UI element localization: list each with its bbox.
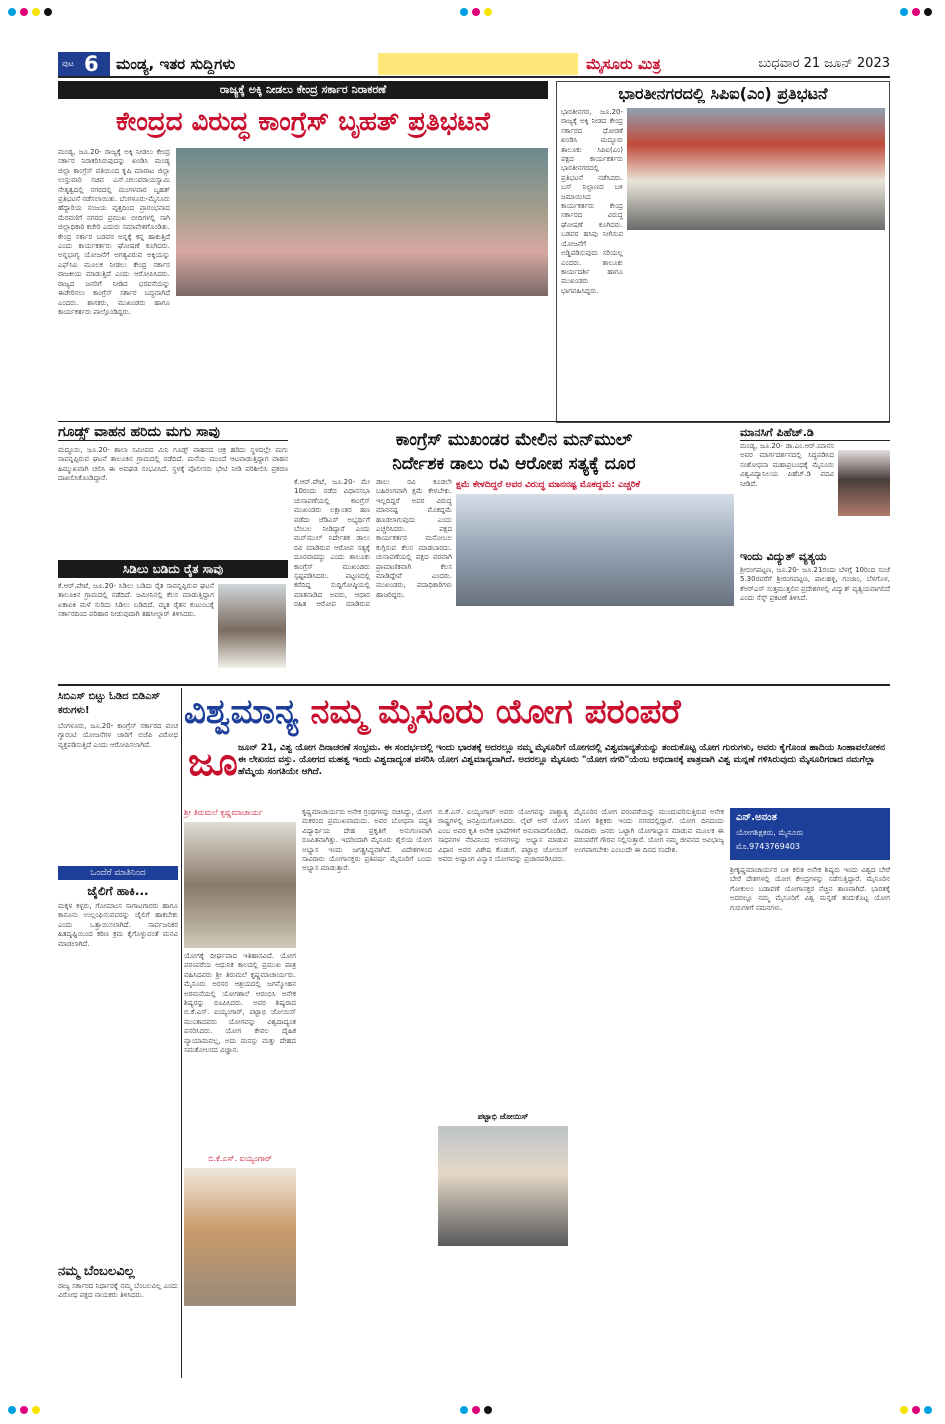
yoga-col1-cont (184, 1310, 296, 1374)
left-section2-body: ಮಕ್ಕಳ ಕಳ್ಳರು, ಗೋಮಾಂಸ ಸಾಗಾಟಗಾರರು ಹಾಗೂ ಕಾನೂನು ಉಲ್ಲಂಘಿಸುವವರನ್ನು ಜೈಲಿಗೆ ಹಾಕಬೇಕು ಎಂದು ಒತ್ತಾಯಿಸಲಾಗಿದೆ. ಸಾರ್ವಜನಿಕರ ಹಿತದೃಷ್ಟಿಯಿಂದ ಕಠಿಣ ಕ್ರಮ ಕೈಗೊಳ್ಳುವಂತೆ ಮನವಿ ಮಾಡಲಾಗಿದೆ. (58, 902, 181, 948)
cpim-photo (627, 108, 885, 230)
left-section2-label: ಒಂದೆರೆ ಮಾತಿನಿಂದ (58, 866, 178, 880)
section-name: ಮಂಡ್ಯ, ಇತರ ಸುದ್ದಿಗಳು (116, 55, 236, 73)
cpim-body-cont (561, 252, 885, 418)
lightning-body: ಕೆ.ಆರ್.ಪೇಟೆ, ಜೂ.20- ಸಿಡಿಲು ಬಡಿದು ರೈತ ಸಾವನ್ನಪ್ಪಿರುವ ಘಟನೆ ತಾಲೂಕಿನ ಗ್ರಾಮದಲ್ಲಿ ನಡೆದಿದೆ. ಜಮೀನಿನಲ್ಲಿ ಕೆಲಸ ಮಾಡುತ್ತಿದ್ದಾಗ ಏಕಾಏಕಿ ಮಳೆ ಸುರಿದು ಸಿಡಿಲು ಬಡಿದಿದೆ. ಮೃತ ರೈತನ ಕುಟುಂಬಕ್ಕೆ ಸರ್ಕಾರದಿಂದ ಪರಿಹಾರ ನೀಡುವುದಾಗಿ ತಹಸೀಲ್ದಾರ್ ತಿಳಿಸಿದರು. (58, 582, 217, 619)
lightning-headline: ಸಿಡಿಲು ಬಡಿದು ರೈತ ಸಾವು (58, 560, 288, 578)
jois-photo (438, 1126, 568, 1246)
yoga-headline-a: ವಿಶ್ವಮಾನ್ಯ (184, 692, 299, 732)
yoga-headline-c: ಮೈಸೂರು ಯೋಗ ಪರಂಪರೆ (378, 692, 681, 732)
lead-body-cont (176, 300, 548, 428)
divider-top (58, 421, 890, 422)
yoga-col4: ಮೈಸೂರಿನ ಯೋಗ ಪರಂಪರೆಯನ್ನು ಮುಂದುವರಿಸುತ್ತಿರುವ ಅನೇಕ ಯೋಗ ಶಿಕ್ಷಕರು ಇಂದು ನಗರದಲ್ಲಿದ್ದಾರೆ. ಯೋಗ ದಿನದಂದು ಸಾವಿರಾರು ಜನರು ಒಟ್ಟಾಗಿ ಯೋಗಾಭ್ಯಾಸ ಮಾಡುವ ಮೂಲಕ ಈ ಪರಂಪರೆಗೆ ಗೌರವ ಸಲ್ಲಿಸುತ್ತಾರೆ. ಯೋಗ ನಮ್ಮ ಜೀವನದ ಅವಿಭಾಜ್ಯ ಅಂಗವಾಗಬೇಕು ಎಂಬುದೇ ಈ ದಿನದ ಸಂದೇಶ. (574, 808, 727, 854)
lead-kicker: ರಾಜ್ಯಕ್ಕೆ ಅಕ್ಕಿ ನೀಡಲು ಕೇಂದ್ರ ಸರ್ಕಾರ ನಿರಾಕರಣೆ (58, 81, 548, 99)
power-headline: ಇಂದು ವಿದ್ಯುತ್ ವ್ಯತ್ಯಯ (740, 550, 827, 563)
krishnamacharya-photo (184, 822, 296, 948)
author-phone: ಮೊ.9743769403 (736, 842, 801, 851)
yoga-caption-mid: ಪಟ್ಟಾಭಿ ಜೋಯಿಸ್ (477, 1112, 529, 1121)
lightning-portrait (218, 584, 286, 668)
divider-left-col (181, 688, 182, 1378)
yoga-col3-cont (438, 1250, 568, 1374)
obit-headline: ಮಾನಸಿಗೆ ಪಿಹೆಚ್.ಡಿ (740, 426, 890, 441)
lead-headline: ಕೇಂದ್ರದ ವಿರುದ್ಧ ಕಾಂಗ್ರೆಸ್ ಬೃಹತ್ ಪ್ರತಿಭಟನೆ (116, 107, 490, 137)
iyengar-photo (184, 1168, 296, 1306)
ravi-subhead: ಕ್ಷಮೆ ಕೇಳದಿದ್ದರೆ ಅವರ ವಿರುದ್ಧ ಮಾನನಷ್ಟ ಮೊಕದ್ದಮೆ: ಎಚ್ಚರಿಕೆ (456, 480, 641, 490)
power-body: ಶ್ರೀರಂಗಪಟ್ಟಣ, ಜೂ.20- ಜೂ.21ರಂದು ಬೆಳಗ್ಗೆ 10ರಿಂದ ಸಂಜೆ 5.30ರವರೆಗೆ ಶ್ರೀರಂಗಪಟ್ಟಣ, ಪಾಲಹಳ್ಳಿ, ಗಂಜಾಂ, ಬೆಳಗೊಳ, ಕೆಆರ್‌ಎಸ್ ಸುತ್ತಮುತ್ತಲಿನ ಪ್ರದೇಶಗಳಲ್ಲಿ ವಿದ್ಯುತ್ ವ್ಯತ್ಯಯವಾಗಲಿದೆ ಎಂದು ಸೆಸ್ಕ್ ಪ್ರಕಟಣೆ ತಿಳಿಸಿದೆ. (740, 566, 893, 603)
yoga-headline (184, 688, 890, 736)
lead-photo (176, 148, 548, 296)
cpim-headline: ಭಾರತೀನಗರದಲ್ಲಿ ಸಿಪಿಐ(ಎಂ) ಪ್ರತಿಭಟನೆ (618, 84, 828, 103)
yoga-dropcap: ಜೂ (188, 740, 238, 784)
yoga-col1: ಯೋಗಕ್ಕೆ ದೀರ್ಘವಾದ ಇತಿಹಾಸವಿದೆ. ಯೋಗ ಪರಂಪರೆಯ ಆಧುನಿಕ ಕಾಲದಲ್ಲಿ ಪ್ರಮುಖ ಪಾತ್ರ ವಹಿಸಿದವರು ಶ್ರೀ ತಿರುಮಲೆ ಕೃಷ್ಣಮಾಚಾರ್ಯರು. ಮೈಸೂರು ಅರಸರ ಆಶ್ರಯದಲ್ಲಿ ಜಗನ್ಮೋಹನ ಅರಮನೆಯಲ್ಲಿ ಯೋಗಶಾಲೆ ಆರಂಭಿಸಿ ಅನೇಕ ಶಿಷ್ಯರನ್ನು ರೂಪಿಸಿದರು. ಅವರ ಶಿಷ್ಯರಾದ ಬಿ.ಕೆ.ಎಸ್. ಐಯ್ಯಂಗಾರ್, ಪಟ್ಟಾಭಿ ಜೋಯಿಸ್ ಮುಂತಾದವರು ಯೋಗವನ್ನು ವಿಶ್ವದಾದ್ಯಂತ ಪಸರಿಸಿದರು. ಯೋಗ ಕೇವಲ ದೈಹಿಕ ವ್ಯಾಯಾಮವಲ್ಲ, ಅದು ಮನಸ್ಸು ಮತ್ತು ದೇಹದ ಸಮತೋಲನದ ವಿಜ್ಞಾನ. (184, 952, 299, 1055)
left-section3-body: ರಾಜ್ಯ ಸರ್ಕಾರದ ನಿರ್ಧಾರಕ್ಕೆ ನಮ್ಮ ಬೆಂಬಲವಿಲ್ಲ ಎಂದು ವಿರೋಧ ಪಕ್ಷದ ನಾಯಕರು ತಿಳಿಸಿದರು. (58, 1282, 181, 1300)
goods-body: ಮದ್ದೂರು, ಜೂ.20- ಶಾಲಾ ಸಮೀಪದ ಮಿನಿ ಗೂಡ್ಸ್ ವಾಹನದ ಚಕ್ರ ಹರಿದು ಸ್ಥಳದಲ್ಲೇ ಮಗು ಸಾವನ್ನಪ್ಪಿರುವ ಘಟನೆ ತಾಲೂಕಿನ ಗ್ರಾಮದಲ್ಲಿ ನಡೆದಿದೆ. ಮನೆಯ ಮುಂದೆ ಆಟವಾಡುತ್ತಿದ್ದಾಗ ವಾಹನ ಹಿಮ್ಮುಖವಾಗಿ ಚಲಿಸಿ ಈ ಅವಘಡ ಸಂಭವಿಸಿದೆ. ಸ್ಥಳಕ್ಕೆ ಪೊಲೀಸರು ಭೇಟಿ ನೀಡಿ ಪರಿಶೀಲಿಸಿ ಪ್ರಕರಣ ದಾಖಲಿಸಿಕೊಂಡಿದ್ದಾರೆ. (58, 446, 291, 483)
section-strip (378, 53, 578, 75)
ravi-headline-1: ಕಾಂಗ್ರೆಸ್ ಮುಖಂಡರ ಮೇಲಿನ ಮನ್‌ಮುಲ್ (395, 430, 633, 450)
cpim-body: ಭಾರತೀನಗರ, ಜೂ.20- ರಾಜ್ಯಕ್ಕೆ ಅಕ್ಕಿ ನೀಡದ ಕೇಂದ್ರ ಸರ್ಕಾರದ ಧೋರಣೆ ಖಂಡಿಸಿ ಮದ್ದೂರು ತಾಲೂಕು ಸಿಪಿಐ(ಎಂ) ಪಕ್ಷದ ಕಾರ್ಯಕರ್ತರು ಭಾರತೀನಗರದಲ್ಲಿ ಪ್ರತಿಭಟನೆ ನಡೆಸಿದರು. ಬಸ್ ನಿಲ್ದಾಣದ ಬಳಿ ಜಮಾಯಿಸಿದ ಕಾರ್ಯಕರ್ತರು ಕೇಂದ್ರ ಸರ್ಕಾರದ ವಿರುದ್ಧ ಘೋಷಣೆ ಕೂಗಿದರು. ಬಡವರ ಹಸಿವು ನೀಗಿಸುವ ಯೋಜನೆಗೆ ಅಡ್ಡಿಪಡಿಸುವುದು ಸರಿಯಲ್ಲ ಎಂದರು. ತಾಲೂಕು ಕಾರ್ಯದರ್ಶಿ ಹಾಗೂ ಮುಖಂಡರು ಭಾಗವಹಿಸಿದ್ದರು. (561, 108, 626, 295)
page-number-box (58, 52, 110, 76)
ravi-photo (456, 494, 734, 606)
yoga-intro: ಜೂನ್ 21, ವಿಶ್ವ ಯೋಗ ದಿನಾಚರಣೆ ಸಂಭ್ರಮ. ಈ ಸಂದರ್ಭದಲ್ಲಿ ಇಂದು ಭಾರತಕ್ಕೆ ಅದರಲ್ಲೂ ನಮ್ಮ ಮೈಸೂರಿಗೆ ಯೋಗದಲ್ಲಿ ವಿಶ್ವಮಾನ್ಯತೆಯನ್ನು ತಂದುಕೊಟ್ಟ ಯೋಗ ಗುರುಗಳು, ಅವರು ಕೈಗೊಂಡ ಹಾದಿಯ ಸಿಂಹಾವಲೋಕನ ಈ ಲೇಖನದ ವಸ್ತು. ಯೋಗದ ಮಹತ್ವ ಇಂದು ವಿಶ್ವದಾದ್ಯಂತ ಪಸರಿಸಿ ಯೋಗ ವಿಶ್ವಮಾನ್ಯವಾಗಿದೆ. ಅದರಲ್ಲೂ ಮೈಸೂರು "ಯೋಗ ನಗರಿ"ಯೆಂಬ ಅಭಿದಾನಕ್ಕೆ ಪಾತ್ರವಾಗಿ ವಿಶ್ವ ಮನ್ನಣೆ ಗಳಿಸಿರುವುದು ಮೈಸೂರಿಗರಾದ ನಮಗೆಲ್ಲಾ ಹೆಮ್ಮೆಯ ಸಂಗತಿಯೇ ಆಗಿದೆ. (238, 743, 885, 777)
lead-body: ಮಂಡ್ಯ, ಜೂ.20- ರಾಜ್ಯಕ್ಕೆ ಅಕ್ಕಿ ನೀಡಲು ಕೇಂದ್ರ ಸರ್ಕಾರ ನಿರಾಕರಿಸಿರುವುದನ್ನು ಖಂಡಿಸಿ ಮಂಡ್ಯ ಜಿಲ್ಲಾ ಕಾಂಗ್ರೆಸ್ ವತಿಯಿಂದ ಕೃಷಿ ಮಾರಾಟ ಜಿಲ್ಲಾ ಉಸ್ತುವಾರಿ ಸಚಿವ ಎನ್.ಚಲುವರಾಯಸ್ವಾಮಿ ನೇತೃತ್ವದಲ್ಲಿ ನಗರದಲ್ಲಿ ಮಂಗಳವಾರ ಬೃಹತ್ ಪ್ರತಿಭಟನೆ ನಡೆಸಲಾಯಿತು. ಬೆಂಗಳೂರು-ಮೈಸೂರು ಹೆದ್ದಾರಿಯ ಸಂಜಯ ವೃತ್ತದಿಂದ ಪ್ರಾರಂಭವಾದ ಮೆರವಣಿಗೆ ನಗರದ ಪ್ರಮುಖ ಬೀದಿಗಳಲ್ಲಿ ಸಾಗಿ ಜಿಲ್ಲಾಧಿಕಾರಿ ಕಚೇರಿ ಎದುರು ಸಮಾವೇಶಗೊಂಡಿತು. ಕೇಂದ್ರ ಸರ್ಕಾರ ಬಡವರ ಅನ್ನಕ್ಕೆ ಕನ್ನ ಹಾಕುತ್ತಿದೆ ಎಂದು ಕಾರ್ಯಕರ್ತರು ಘೋಷಣೆ ಕೂಗಿದರು. ಅನ್ನಭಾಗ್ಯ ಯೋಜನೆಗೆ ಅಗತ್ಯವಿರುವ ಅಕ್ಕಿಯನ್ನು ಎಫ್‌ಸಿಐ ಮೂಲಕ ನೀಡಲು ಕೇಂದ್ರ ಸರ್ಕಾರ ರಾಜಕೀಯ ಮಾಡುತ್ತಿದೆ ಎಂದು ಆರೋಪಿಸಿದರು. ರಾಜ್ಯದ ಜನರಿಗೆ ನೀಡಿದ ಭರವಸೆಯನ್ನು ಈಡೇರಿಸಲು ಕಾಂಗ್ರೆಸ್ ಸರ್ಕಾರ ಬದ್ಧವಾಗಿದೆ ಎಂದರು. ಶಾಸಕರು, ಮುಖಂಡರು ಹಾಗೂ ಕಾರ್ಯಕರ್ತರು ಪಾಲ್ಗೊಂಡಿದ್ದರು. (58, 148, 173, 316)
ravi-body-cont (456, 610, 734, 680)
yoga-caption-top: ಶ್ರೀ ತಿರುಮಲೆ ಕೃಷ್ಣಮಾಚಾರ್ಯ (184, 808, 263, 817)
yoga-feature (184, 688, 893, 1378)
divider-mid (58, 684, 890, 686)
author-box (730, 808, 890, 860)
yoga-col3: ಬಿ.ಕೆ.ಎಸ್. ಐಯ್ಯಂಗಾರ್ ಅವರು ಯೋಗವನ್ನು ಪಾಶ್ಚಾತ್ಯ ರಾಷ್ಟ್ರಗಳಲ್ಲಿ ಜನಪ್ರಿಯಗೊಳಿಸಿದರು. ಲೈಟ್ ಆನ್ ಯೋಗ ಎಂಬ ಅವರ ಕೃತಿ ಅನೇಕ ಭಾಷೆಗಳಿಗೆ ಅನುವಾದಗೊಂಡಿದೆ. ಸಾಧನಗಳ ನೆರವಿನಿಂದ ಆಸನಗಳನ್ನು ಅಭ್ಯಾಸ ಮಾಡುವ ವಿಧಾನ ಅವರ ವಿಶೇಷ ಕೊಡುಗೆ. ಪಟ್ಟಾಭಿ ಜೋಯಿಸ್ ಅವರು ಅಷ್ಟಾಂಗ ವಿನ್ಯಾಸ ಯೋಗವನ್ನು ಪ್ರಚಾರಪಡಿಸಿದರು. (438, 808, 571, 864)
yoga-col5: ಶ್ರೀಕೃಷ್ಣಮಾಚಾರ್ಯರ ಬಳಿ ಕಲಿತ ಅನೇಕ ಶಿಷ್ಯರು ಇಂದು ವಿಶ್ವದ ಬೇರೆ ಬೇರೆ ದೇಶಗಳಲ್ಲಿ ಯೋಗ ಕೇಂದ್ರಗಳನ್ನು ನಡೆಸುತ್ತಿದ್ದಾರೆ. ಮೈಸೂರಿನ ಗೋಕುಲಂ ಬಡಾವಣೆ ಯೋಗಾಸಕ್ತರ ನೆಚ್ಚಿನ ತಾಣವಾಗಿದೆ. ಭಾರತಕ್ಕೆ ಅದರಲ್ಲೂ ನಮ್ಮ ಮೈಸೂರಿಗೆ ವಿಶ್ವ ಮನ್ನಣೆ ತಂದುಕೊಟ್ಟ ಯೋಗ ಗುರುಗಳಿಗೆ ನಮನಗಳು. (730, 866, 893, 912)
page-header (58, 52, 890, 78)
page-number: 6 (84, 52, 99, 76)
obit-body: ಮಂಡ್ಯ, ಜೂ.20- ಡಾ.ಎಂ.ಆರ್.ಮಾನಸ ಅವರ ಮಾರ್ಗದರ್ಶನದಲ್ಲಿ ಸಿದ್ಧಪಡಿಸಿದ ಸಂಶೋಧನಾ ಮಹಾಪ್ರಬಂಧಕ್ಕೆ ಮೈಸೂರು ವಿಶ್ವವಿದ್ಯಾನಿಲಯ ಪಿಹೆಚ್.ಡಿ ಪದವಿ ನೀಡಿದೆ. (740, 442, 837, 488)
page-word: ಪುಟ (62, 59, 74, 68)
left-section3-head: ನಮ್ಮ ಬೆಂಬಲವಿಲ್ಲ (58, 1264, 135, 1279)
ravi-body: ಕೆ.ಆರ್.ಪೇಟೆ, ಜೂ.20- ಮೇ 10ರಂದು ನಡೆದ ವಿಧಾನಸಭಾ ಚುನಾವಣೆಯಲ್ಲಿ ಕಾಂಗ್ರೆಸ್ ಮುಖಂಡರು ಲಕ್ಷಾಂತರ ಹಣ ಪಡೆದು ಜೆಡಿಎಸ್ ಅಭ್ಯರ್ಥಿಗೆ ಬೆಂಬಲ ನೀಡಿದ್ದಾರೆ ಎಂದು ಮನ್‌ಮುಲ್ ನಿರ್ದೇಶಕ ಡಾಲು ರವಿ ಮಾಡಿರುವ ಆರೋಪ ಸತ್ಯಕ್ಕೆ ದೂರವಾದದ್ದು ಎಂದು ತಾಲೂಕು ಕಾಂಗ್ರೆಸ್ ಮುಖಂಡರು ಸ್ಪಷ್ಟಪಡಿಸಿದರು. ಪಟ್ಟಣದಲ್ಲಿ ಕರೆದಿದ್ದ ಸುದ್ದಿಗೋಷ್ಠಿಯಲ್ಲಿ ಮಾತನಾಡಿದ ಅವರು, ಆಧಾರ ರಹಿತ ಆರೋಪ ಮಾಡಿರುವ ಡಾಲು ರವಿ ಕೂಡಲೇ ಬಹಿರಂಗವಾಗಿ ಕ್ಷಮೆ ಕೇಳಬೇಕು. ಇಲ್ಲದಿದ್ದರೆ ಅವರ ವಿರುದ್ಧ ಮಾನನಷ್ಟ ಮೊಕದ್ದಮೆ ಹೂಡಲಾಗುವುದು ಎಂದು ಎಚ್ಚರಿಸಿದರು. ಪಕ್ಷದ ಕಾರ್ಯಕರ್ತರ ಮನೋಬಲ ಕುಗ್ಗಿಸುವ ಕೆಲಸ ಮಾಡಬಾರದು. ಚುನಾವಣೆಯಲ್ಲಿ ಪಕ್ಷದ ಪರವಾಗಿ ಪ್ರಾಮಾಣಿಕವಾಗಿ ಕೆಲಸ ಮಾಡಿದ್ದೇವೆ ಎಂದರು. ಮುಖಂಡರು, ಪದಾಧಿಕಾರಿಗಳು ಹಾಜರಿದ್ದರು. (294, 478, 455, 609)
goods-headline: ಗೂಡ್ಸ್ ವಾಹನ ಹರಿದು ಮಗು ಸಾವು (58, 424, 288, 441)
masthead: ಮೈಸೂರು ಮಿತ್ರ (586, 55, 661, 73)
yoga-caption-bottom: ಬಿ.ಕೆ.ಎಸ್. ಐಯ್ಯಂಗಾರ್ (208, 1154, 272, 1163)
left-section2-head: ಜೈಲಿಗೆ ಹಾಕಿ... (87, 884, 149, 898)
issue-date: ಬುಧವಾರ 21 ಜೂನ್ 2023 (758, 56, 890, 71)
left-intro-head: ಸಿಬಿಎಸ್ ಬಿಟ್ಟು ಓಡಿದ ಬಿಡಿಎಸ್ ಕರುಗಳು! (58, 691, 161, 716)
yoga-col2: ಕೃಷ್ಣಮಾಚಾರ್ಯರು ಅನೇಕ ಗ್ರಂಥಗಳನ್ನು ರಚಿಸಿದ್ದು, ಯೋಗ ಮಕರಂದ ಪ್ರಮುಖವಾದುದು. ಅವರ ಬೋಧನಾ ಪದ್ಧತಿ ವಿದ್ಯಾರ್ಥಿಯ ದೇಹ ಪ್ರಕೃತಿಗೆ ಅನುಗುಣವಾಗಿ ರೂಪಿತವಾಗಿತ್ತು. ಇದರಿಂದಾಗಿ ಮೈಸೂರು ಶೈಲಿಯ ಯೋಗ ಅಭ್ಯಾಸ ಇಂದು ಜಗತ್ಪ್ರಸಿದ್ಧವಾಗಿದೆ. ವಿದೇಶಗಳಿಂದ ಸಾವಿರಾರು ಯೋಗಾಸಕ್ತರು ಪ್ರತಿವರ್ಷ ಮೈಸೂರಿಗೆ ಬಂದು ಅಭ್ಯಾಸ ಮಾಡುತ್ತಾರೆ. (302, 808, 435, 873)
left-intro-body: ಬೆಂಗಳೂರು, ಜೂ.20- ಕಾಂಗ್ರೆಸ್ ಸರ್ಕಾರದ ಪಂಚ ಗ್ಯಾರಂಟಿ ಯೋಜನೆಗಳ ಜಾರಿಗೆ ಬಿಜೆಪಿ ವಿರೋಧ ವ್ಯಕ್ತಪಡಿಸುತ್ತಿದೆ ಎಂದು ಆರೋಪಿಸಲಾಗಿದೆ. (58, 722, 181, 749)
ravi-headline-2: ನಿರ್ದೇಶಕ ಡಾಲು ರವಿ ಆರೋಪ ಸತ್ಯಕ್ಕೆ ದೂರ (392, 454, 636, 474)
cpim-box (556, 81, 890, 423)
author-role: ಯೋಗಶಿಕ್ಷಕರು, ಮೈಸೂರು (736, 828, 804, 837)
author-name: ಎನ್.ಅನಂತ (736, 812, 777, 823)
obit-portrait (838, 450, 890, 516)
yoga-headline-b: ನಮ್ಮ (310, 692, 367, 732)
